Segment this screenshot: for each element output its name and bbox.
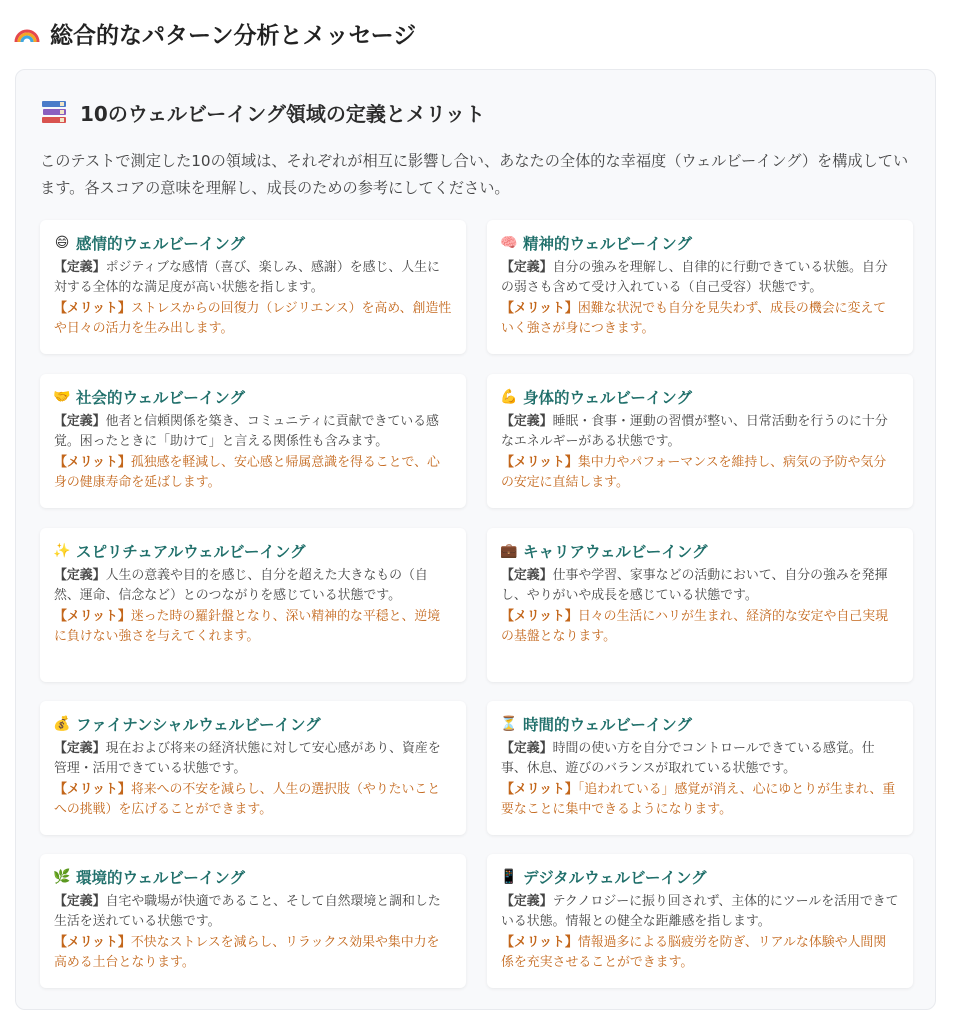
definition-label: 【定義】 — [501, 741, 553, 756]
card-title: 感情的ウェルビーイング — [76, 235, 245, 253]
merit-label: 【メリット】 — [501, 301, 578, 316]
card-title: 社会的ウェルビーイング — [76, 389, 245, 407]
merit-text: 不快なストレスを減らし、リラックス効果や集中力を高める土台となります。 — [54, 935, 440, 970]
definition-text: 自分の強みを理解し、自律的に行動できている状態。自分の弱さも含めて受け入れている（自己受容）状態です。 — [501, 260, 888, 295]
merit-label: 【メリット】 — [54, 935, 131, 950]
definition-text: 時間の使い方を自分でコントロールできている感覚。仕事、休息、遊びのバランスが取れている状態です。 — [501, 741, 875, 776]
card-merit — [54, 299, 452, 338]
card-title: 環境的ウェルビーイング — [76, 869, 245, 887]
definition-label: 【定義】 — [54, 568, 106, 583]
merit-text: 日々の生活にハリが生まれ、経済的な安定や自己実現の基盤となります。 — [501, 609, 888, 644]
card-definition — [501, 566, 899, 605]
card-merit — [54, 933, 452, 972]
card-title: ファイナンシャルウェルビーイング — [76, 716, 321, 734]
merit-label: 【メリット】 — [54, 609, 131, 624]
herb-icon: 🌿 — [53, 869, 71, 885]
card-definition — [501, 258, 899, 297]
card-header — [54, 386, 452, 408]
card-header — [54, 866, 452, 888]
definition-text: 仕事や学習、家事などの活動において、自分の強みを発揮し、やりがいや成長を感じている状態です。 — [501, 568, 888, 603]
definition-label: 【定義】 — [54, 894, 106, 909]
card-definition — [501, 739, 899, 778]
merit-text: 困難な状況でも自分を見失わず、成長の機会に変えていく強さが身につきます。 — [501, 301, 887, 336]
card-merit — [501, 453, 899, 492]
rainbow-icon — [14, 23, 40, 43]
handshake-icon: 🤝 — [53, 389, 71, 405]
merit-text: 将来への不安を減らし、人生の選択肢（やりたいことへの挑戦）を広げることができます。 — [54, 782, 441, 817]
definition-text: テクノロジーに振り回されず、主体的にツールを活用できている状態。情報との健全な距離感を指します。 — [501, 894, 899, 929]
sparkles-icon: ✨ — [53, 543, 71, 559]
brain-icon: 🧠 — [500, 235, 518, 251]
card-merit — [54, 607, 452, 646]
definition-text: 自宅や職場が快適であること、そして自然環境と調和した生活を送れている状態です。 — [54, 894, 441, 929]
card-definition — [54, 566, 452, 605]
card-merit — [54, 453, 452, 492]
card-title: 身体的ウェルビーイング — [523, 389, 692, 407]
card-merit — [54, 780, 452, 819]
card-definition — [54, 739, 452, 778]
card-header — [54, 232, 452, 254]
definition-text: ポジティブな感情（喜び、楽しみ、感謝）を感じ、人生に対する全体的な満足度が高い状態を指します。 — [54, 260, 440, 295]
card-merit — [501, 299, 899, 338]
merit-label: 【メリット】 — [501, 609, 578, 624]
definition-text: 現在および将来の経済状態に対して安心感があり、資産を管理・活用できている状態です。 — [54, 741, 441, 776]
merit-text: 迷った時の羅針盤となり、深い精神的な平穏と、逆境に負けない強さを与えてくれます。 — [54, 609, 441, 644]
card-header — [54, 540, 452, 562]
card-header — [501, 540, 899, 562]
money-bag-icon: 💰 — [53, 716, 71, 732]
definition-label: 【定義】 — [54, 414, 106, 429]
definition-label: 【定義】 — [54, 260, 106, 275]
card-header — [501, 866, 899, 888]
merit-label: 【メリット】 — [54, 301, 131, 316]
merit-text: ストレスからの回復力（レジリエンス）を高め、創造性や日々の活力を生み出します。 — [54, 301, 452, 336]
card-merit — [501, 780, 899, 819]
card-header — [54, 713, 452, 735]
card-title: 精神的ウェルビーイング — [523, 235, 692, 253]
page-title — [14, 16, 416, 50]
card-definition — [54, 892, 452, 931]
card-definition — [54, 412, 452, 451]
definition-label: 【定義】 — [501, 568, 553, 583]
intro-text: このテストで測定した10の領域は、それぞれが相互に影響し合い、あなたの全体的な幸福度（ウェルビーイング）を構成しています。各スコアの意味を理解し、成長のための参考にしてください。 — [40, 152, 909, 197]
definition-label: 【定義】 — [501, 894, 553, 909]
merit-label: 【メリット】 — [54, 782, 131, 797]
definition-text: 人生の意義や目的を感じ、自分を超えた大きなもの（自然、運命、信念など）とのつながりを感じている状態です。 — [54, 568, 428, 603]
card-header — [501, 713, 899, 735]
wellbeing-card — [40, 528, 466, 682]
page-title-text: 総合的なパターン分析とメッセージ — [50, 22, 417, 49]
definition-label: 【定義】 — [54, 741, 106, 756]
definitions-panel — [15, 69, 936, 1010]
flexed-biceps-icon: 💪 — [500, 389, 518, 405]
merit-text: 「追われている」感覚が消え、心にゆとりが生まれ、重要なことに集中できるようになります。 — [501, 782, 896, 817]
card-title: スピリチュアルウェルビーイング — [76, 543, 306, 561]
merit-label: 【メリット】 — [501, 455, 578, 470]
card-definition — [501, 892, 899, 931]
wellbeing-card — [40, 374, 466, 508]
card-header — [501, 386, 899, 408]
briefcase-icon: 💼 — [500, 543, 518, 559]
wellbeing-card — [40, 220, 466, 354]
merit-text: 集中力やパフォーマンスを維持し、病気の予防や気分の安定に直結します。 — [501, 455, 887, 490]
smiling-face-icon: 😄 — [54, 235, 70, 251]
wellbeing-card — [40, 701, 466, 835]
mobile-phone-icon: 📱 — [500, 869, 518, 885]
merit-text: 情報過多による脳疲労を防ぎ、リアルな体験や人間関係を充実させることができます。 — [501, 935, 887, 970]
section-title — [40, 97, 485, 127]
wellbeing-card — [487, 528, 913, 682]
merit-label: 【メリット】 — [501, 935, 578, 950]
books-icon — [40, 99, 68, 125]
section-title-text: 10のウェルビーイング領域の定義とメリット — [80, 101, 486, 126]
wellbeing-card — [487, 374, 913, 508]
definition-text: 睡眠・食事・運動の習慣が整い、日常活動を行うのに十分なエネルギーがある状態です。 — [501, 414, 888, 449]
wellbeing-card — [487, 220, 913, 354]
wellbeing-card — [487, 701, 913, 835]
merit-label: 【メリット】 — [501, 782, 578, 797]
card-definition — [501, 412, 899, 451]
hourglass-icon: ⏳ — [500, 716, 518, 732]
definition-text: 他者と信頼関係を築き、コミュニティに貢献できている感覚。困ったときに「助けて」と言える関係性も含みます。 — [54, 414, 439, 449]
wellbeing-card — [487, 854, 913, 988]
card-title: デジタルウェルビーイング — [523, 869, 707, 887]
card-title: キャリアウェルビーイング — [523, 543, 708, 561]
merit-text: 孤独感を軽減し、安心感と帰属意識を得ることで、心身の健康寿命を延ばします。 — [54, 455, 440, 490]
wellbeing-card — [40, 854, 466, 988]
definition-label: 【定義】 — [501, 260, 553, 275]
card-merit — [501, 607, 899, 646]
card-header — [501, 232, 899, 254]
card-merit — [501, 933, 899, 972]
card-definition — [54, 258, 452, 297]
definition-label: 【定義】 — [501, 414, 553, 429]
card-title: 時間的ウェルビーイング — [523, 716, 692, 734]
merit-label: 【メリット】 — [54, 455, 131, 470]
